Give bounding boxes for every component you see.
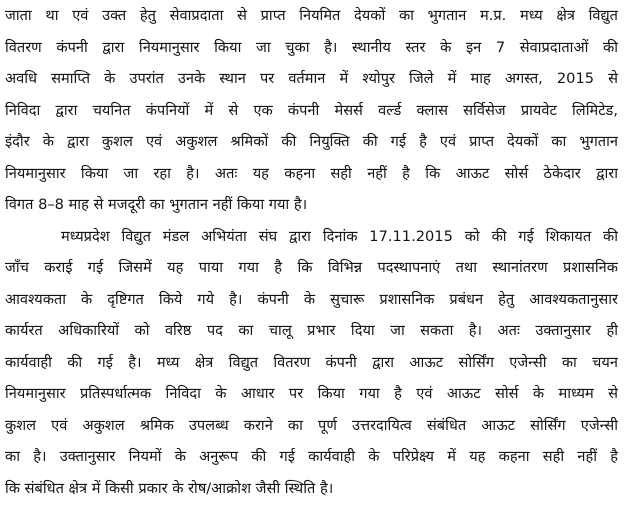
text-line: नियमानुसार किया जा रहा है। अतः यह कहना सही नहीं है कि आऊट सोर्स ठेकेदार द्वारा	[5, 164, 618, 182]
text-line: कार्यवाही की गई है। मध्य क्षेत्र विद्युत वितरण कंपनी द्वारा आऊट सोर्सिंग एजेन्सी का चयन	[5, 353, 618, 371]
text-line: कुशल एवं अकुशल श्रमिक उपलब्ध कराने का पूर्ण उत्तरदायित्व संबंधित आऊट सोर्सिंग एजेन्सी	[5, 416, 618, 434]
text-line: आवश्यकता के दृष्टिगत किये गये है। कंपनी के सुचारू प्रशासनिक प्रबंधन हेतु आवश्यकतानुसार	[5, 290, 618, 308]
text-line: वितरण कंपनी द्वारा नियमानुसार किया जा चुका है। स्थानीय स्तर के इन 7 सेवाप्रदाताओं की	[5, 38, 618, 56]
text-line: जाँच कराई गई जिसमें यह पाया गया है कि विभिन्न पदस्थापनाएं तथा स्थानांतरण प्रशासनिक	[5, 259, 618, 276]
text-line: कि संबंधित क्षेत्र में किसी प्रकार के रोष/आक्रोश जैसी स्थिति है।	[5, 479, 334, 497]
paragraph-service-providers	[5, 0, 618, 221]
text-line: इंदौर के द्वारा कुशल एवं अकुशल श्रमिकों की नियुक्ति की गई है एवं प्राप्त देयकों का भुगतान	[5, 133, 618, 150]
text-line: कार्यरत अधिकारियों को वरिष्ठ पद का चालू प्रभार दिया जा सकता है। अतः उक्तानुसार ही	[5, 322, 618, 339]
text-line: अवधि समाप्ति के उपरांत उनके स्थान पर वर्तमान में श्योपुर जिले में माह अगस्त, 2015 से	[5, 70, 618, 87]
text-line: निविदा द्वारा चयनित कंपनियों में से एक कंपनी मेसर्स वर्ल्ड क्लास सर्विसेज प्रायवेट लिमिटेड,	[5, 101, 618, 119]
text-line: का है। उक्तानुसार नियमों के अनुरूप की गई कार्यवाही के परिप्रेक्ष्य में यह कहना सही नहीं है	[5, 448, 618, 465]
text-line: नियमानुसार प्रतिस्पर्धात्मक निविदा के आधार पर किया गया है एवं आऊट सोर्स के माध्यम से	[5, 385, 618, 402]
text-line: मध्यप्रदेश विद्युत मंडल अभियंता संघ द्वारा दिनांक 17.11.2015 को की गई शिकायत की	[61, 227, 618, 245]
text-line: विगत 8–8 माह से मजदूरी का भुगतान नहीं किया गया है।	[5, 196, 308, 213]
text-line: जाता था एवं उक्त हेतु सेवाप्रदाता से प्राप्त नियमित देयकों का भुगतान म.प्र. मध्य क्षेत्र विद्युत	[5, 7, 618, 24]
paragraph-complaint-inquiry	[5, 221, 618, 505]
